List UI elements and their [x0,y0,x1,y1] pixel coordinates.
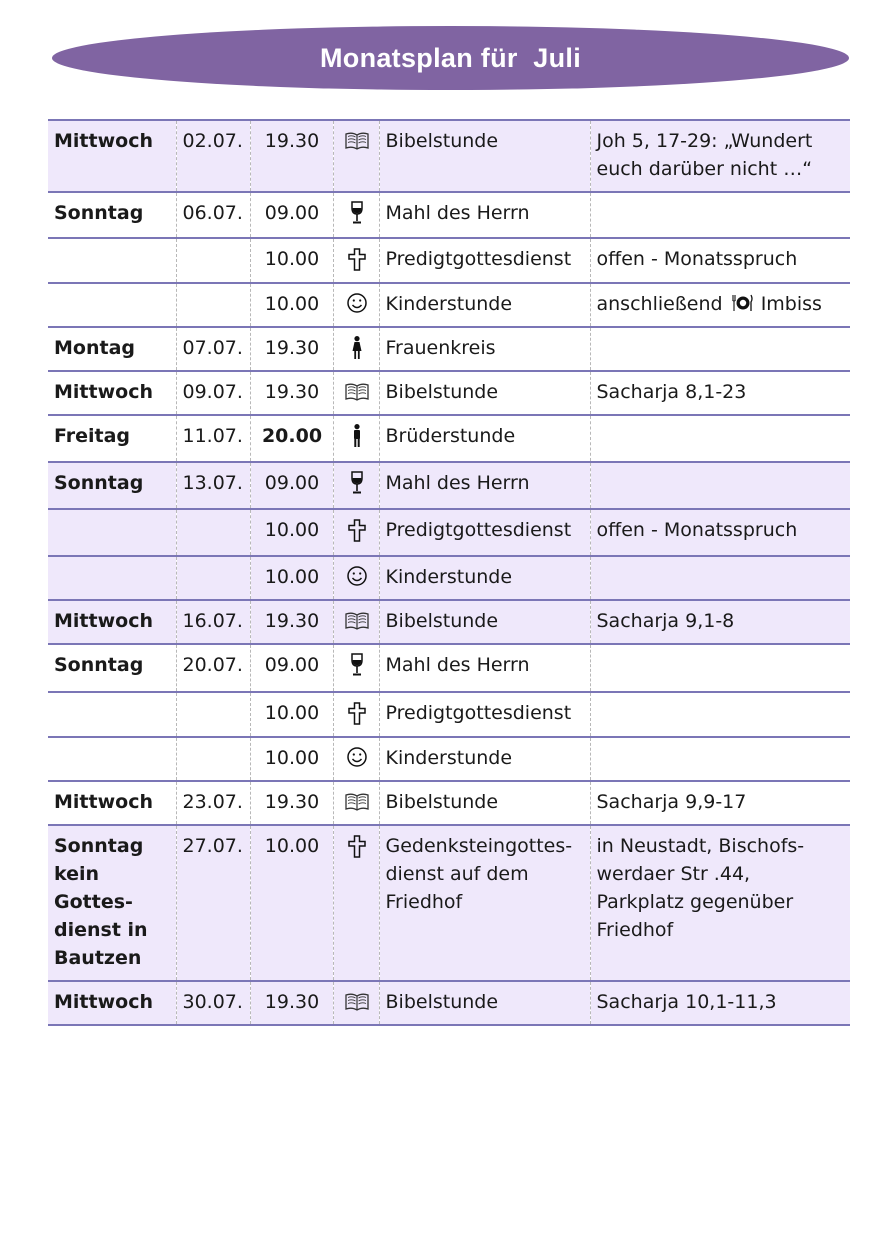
time-cell: 19.30 [250,781,333,825]
table-row [48,644,850,692]
icon-cell [333,238,379,283]
day-cell: Mittwoch [48,781,176,825]
event-cell: Kinderstunde [379,737,590,781]
time-cell: 10.00 [250,825,333,981]
date-cell: 16.07. [176,600,250,644]
icon-cell [333,692,379,737]
date-cell [176,509,250,556]
day-cell [48,692,176,737]
event-cell: Bibelstunde [379,981,590,1025]
table-row [48,509,850,556]
wine-glass-icon [344,470,370,496]
wine-glass-icon [344,652,370,678]
cross-icon [344,700,370,726]
event-cell: Mahl des Herrn [379,192,590,238]
cross-icon [344,246,370,272]
date-cell: 30.07. [176,981,250,1025]
icon-cell [333,644,379,692]
day-cell [48,556,176,600]
date-cell [176,556,250,600]
note-cell: Sacharja 9,9-17 [590,781,850,825]
date-cell [176,283,250,327]
date-cell [176,692,250,737]
note-cell [590,415,850,462]
table-row [48,371,850,415]
note-text: Imbiss [760,293,822,315]
day-cell: Mittwoch [48,600,176,644]
smiley-icon [344,564,370,590]
icon-cell [333,371,379,415]
date-cell: 07.07. [176,327,250,371]
date-cell: 11.07. [176,415,250,462]
event-cell: Bibelstunde [379,120,590,192]
table-row [48,283,850,327]
event-cell: Bibelstunde [379,781,590,825]
smiley-icon [344,745,370,771]
note-cell [590,692,850,737]
event-cell: Predigtgottesdienst [379,238,590,283]
event-cell: Mahl des Herrn [379,644,590,692]
table-row [48,192,850,238]
day-cell: Mittwoch [48,371,176,415]
event-cell: Gedenksteingottes- dienst auf dem Friedhof [379,825,590,981]
day-cell: Sonntag [48,462,176,509]
day-cell: Sonntag [48,644,176,692]
schedule-table [48,119,850,1026]
day-cell [48,283,176,327]
note-cell [590,192,850,238]
table-row [48,600,850,644]
time-cell: 19.30 [250,371,333,415]
icon-cell [333,737,379,781]
date-cell [176,238,250,283]
time-cell: 20.00 [250,415,333,462]
bible-icon [344,379,370,405]
date-cell: 09.07. [176,371,250,415]
date-cell: 02.07. [176,120,250,192]
table-row [48,415,850,462]
icon-cell [333,556,379,600]
table-row [48,737,850,781]
plate-icon [731,293,753,313]
table-row [48,238,850,283]
time-cell: 09.00 [250,462,333,509]
event-cell: Bibelstunde [379,371,590,415]
event-cell: Predigtgottesdienst [379,509,590,556]
day-cell: Freitag [48,415,176,462]
event-cell: Predigtgottesdienst [379,692,590,737]
table-row [48,327,850,371]
table-row [48,556,850,600]
note-cell [590,283,850,327]
time-cell: 10.00 [250,737,333,781]
day-cell [48,509,176,556]
date-cell: 13.07. [176,462,250,509]
table-row [48,692,850,737]
event-cell: Bibelstunde [379,600,590,644]
date-cell [176,737,250,781]
bible-icon [344,789,370,815]
icon-cell [333,415,379,462]
note-cell: in Neustadt, Bischofs- werdaer Str .44, Parkplatz gegenüber Friedhof [590,825,850,981]
title-banner [52,26,849,90]
date-cell: 27.07. [176,825,250,981]
note-cell: offen - Monatsspruch [590,509,850,556]
wine-glass-icon [344,200,370,226]
event-cell: Frauenkreis [379,327,590,371]
icon-cell [333,981,379,1025]
bible-icon [344,608,370,634]
note-cell [590,556,850,600]
table-row [48,120,850,192]
date-cell: 23.07. [176,781,250,825]
day-cell: Montag [48,327,176,371]
time-cell: 09.00 [250,192,333,238]
day-cell: Mittwoch [48,120,176,192]
day-cell [48,737,176,781]
time-cell: 19.30 [250,120,333,192]
icon-cell [333,509,379,556]
day-cell: Mittwoch [48,981,176,1025]
event-cell: Mahl des Herrn [379,462,590,509]
note-cell: Sacharja 10,1-11,3 [590,981,850,1025]
time-cell: 19.30 [250,600,333,644]
note-cell: Sacharja 8,1-23 [590,371,850,415]
note-cell: Sacharja 9,1-8 [590,600,850,644]
cross-icon [344,517,370,543]
woman-icon [344,335,370,361]
icon-cell [333,120,379,192]
table-row [48,981,850,1025]
table-row [48,825,850,981]
note-cell [590,644,850,692]
bible-icon [344,989,370,1015]
icon-cell [333,825,379,981]
icon-cell [333,327,379,371]
time-cell: 19.30 [250,327,333,371]
icon-cell [333,462,379,509]
day-cell [48,238,176,283]
note-text: anschließend [596,293,723,315]
icon-cell [333,283,379,327]
day-cell: Sonntag [48,192,176,238]
note-cell [590,327,850,371]
page-title: Monatsplan für Juli [319,42,581,73]
table-row [48,781,850,825]
cross-icon [344,833,370,859]
icon-cell [333,600,379,644]
time-cell: 09.00 [250,644,333,692]
day-cell: Sonntag kein Gottes- dienst in Bautzen [48,825,176,981]
time-cell: 10.00 [250,283,333,327]
smiley-icon [344,291,370,317]
man-icon [344,423,370,449]
event-cell: Brüderstunde [379,415,590,462]
note-cell: Joh 5, 17-29: „Wundert euch darüber nicht …“ [590,120,850,192]
time-cell: 10.00 [250,509,333,556]
icon-cell [333,781,379,825]
date-cell: 20.07. [176,644,250,692]
table-row [48,462,850,509]
time-cell: 10.00 [250,556,333,600]
event-cell: Kinderstunde [379,283,590,327]
event-cell: Kinderstunde [379,556,590,600]
time-cell: 19.30 [250,981,333,1025]
note-cell [590,462,850,509]
note-cell: offen - Monatsspruch [590,238,850,283]
date-cell: 06.07. [176,192,250,238]
time-cell: 10.00 [250,238,333,283]
icon-cell [333,192,379,238]
time-cell: 10.00 [250,692,333,737]
bible-icon [344,128,370,154]
note-cell [590,737,850,781]
